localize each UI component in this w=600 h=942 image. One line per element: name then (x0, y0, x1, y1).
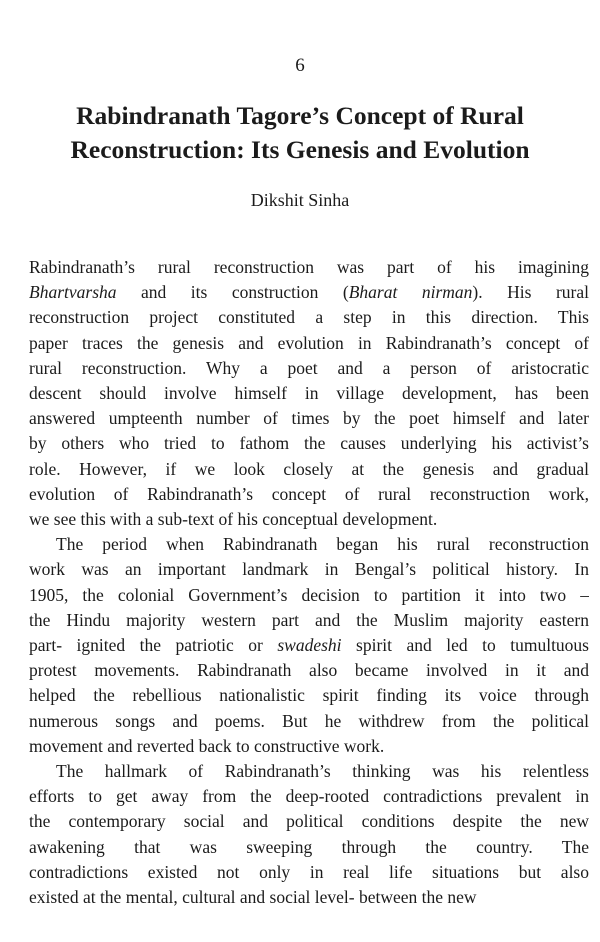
paragraph (29, 532, 589, 759)
italic-term: Bharat nirman (348, 282, 473, 303)
text-line: by others who tried to fathom the causes underlying his activist’s (29, 433, 589, 454)
text-line: Rabindranath’s rural reconstruction was part of his imagining (29, 257, 589, 277)
text-line: protest movements. Rabindranath also became involved in it and (29, 660, 589, 681)
text-line: evolution of Rabindranath’s concept of rural reconstruction work, (29, 483, 589, 504)
text-line: Bhartvarsha and its construction (Bharat nirman). His rural (29, 282, 589, 303)
text-line: efforts to get away from the deep-rooted contradictions prevalent in (29, 786, 589, 807)
italic-term: swadeshi (277, 635, 342, 656)
text-line: the Hindu majority western part and the Muslim majority eastern (29, 609, 589, 630)
text-line: 1905, the colonial Government’s decision to partition it into two – (29, 584, 589, 605)
italic-term: Bhartvarsha (29, 282, 117, 303)
chapter-title-line-2: Reconstruction: Its Genesis and Evolution (70, 135, 530, 164)
text-line: numerous songs and poems. But he withdrew from the political (29, 710, 589, 731)
text-line: answered umpteenth number of times by the poet himself and later (29, 408, 589, 429)
text-line: the contemporary social and political conditions despite the new (29, 811, 589, 832)
author-name: Dikshit Sinha (250, 190, 350, 210)
text-line: helped the rebellious nationalistic spirit finding its voice through (29, 685, 589, 706)
text-line: part- ignited the patriotic or swadeshi spirit and led to tumultuous (29, 635, 589, 656)
text-line: rural reconstruction. Why a poet and a person of aristocratic (29, 357, 589, 378)
text-line: existed at the mental, cultural and social level- between the new (29, 887, 477, 908)
text-line: work was an important landmark in Bengal’s political history. In (29, 559, 589, 580)
text-line: descent should involve himself in village development, has been (29, 383, 589, 404)
text-line: awakening that was sweeping through the country. The (29, 836, 589, 857)
paragraph (29, 255, 589, 532)
text-line: role. However, if we look closely at the genesis and gradual (29, 458, 589, 479)
text-line: contradictions existed not only in real life situations but also (29, 861, 589, 882)
chapter-title-line-1: Rabindranath Tagore’s Concept of Rural (76, 101, 524, 130)
text-line: we see this with a sub-text of his conceptual development. (29, 509, 438, 530)
text-line: paper traces the genesis and evolution in Rabindranath’s concept of (29, 332, 589, 353)
text-line: movement and reverted back to constructive work. (29, 735, 385, 756)
chapter-title (0, 99, 600, 167)
text-line: The hallmark of Rabindranath’s thinking was his relentless (56, 761, 589, 782)
paragraph (29, 759, 589, 910)
text-line: reconstruction project constituted a step in this direction. This (29, 307, 589, 328)
text-line: The period when Rabindranath began his rural reconstruction (56, 534, 589, 555)
chapter-number: 6 (295, 55, 305, 76)
body-text (29, 255, 589, 910)
